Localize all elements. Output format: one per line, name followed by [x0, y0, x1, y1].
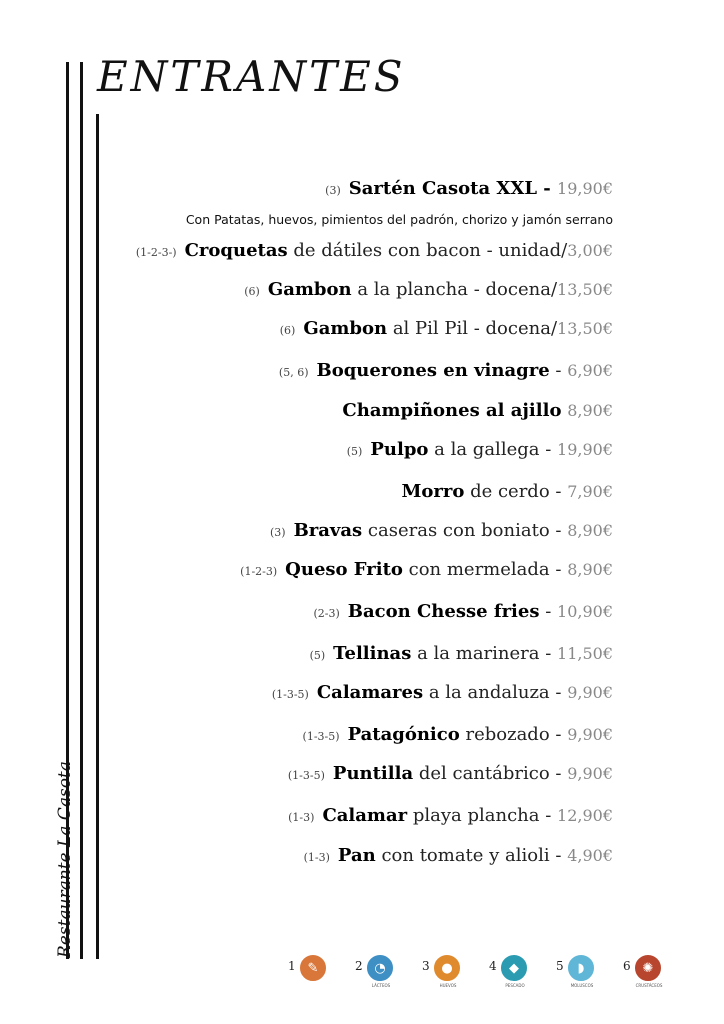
dish-name: Boquerones en vinagre — [316, 360, 550, 381]
dish-price: 10,90€ — [557, 602, 613, 621]
dish-description: Con Patatas, huevos, pimientos del padrón, chorizo y jamón serrano — [185, 212, 613, 227]
dish-name: Patagónico — [347, 724, 460, 745]
dish-description: al Pil Pil - docena/ — [387, 318, 558, 339]
allergen-label: PESCADO — [505, 983, 525, 988]
allergen-number: 4 — [489, 959, 497, 973]
menu-item — [240, 561, 613, 579]
dish-description: a la marinera - — [411, 643, 558, 664]
dish-description: de dátiles con bacon - unidad/ — [287, 240, 568, 261]
dish-price: 8,90€ — [567, 560, 613, 579]
menu-item — [279, 362, 613, 380]
dish-price: 13,50€ — [557, 280, 613, 299]
allergen-number: 3 — [422, 959, 430, 973]
dish-description: caseras con boniato - — [362, 520, 568, 541]
dish-name: Calamar — [322, 805, 408, 826]
menu-item — [342, 402, 613, 420]
menu-item — [272, 684, 613, 702]
dish-name: Queso Frito — [285, 559, 403, 580]
dish-price: 8,90€ — [567, 521, 613, 540]
dish-price: 8,90€ — [567, 401, 613, 420]
dish-description: - — [549, 360, 568, 381]
allergen-codes: (6) — [244, 285, 260, 298]
allergen-codes: (5) — [346, 445, 363, 458]
allergen-label: MOLUSCOS — [570, 983, 594, 988]
allergen-codes: (1-3) — [288, 811, 315, 824]
allergen-codes: (6) — [279, 324, 296, 337]
dish-description: rebozado - — [459, 724, 568, 745]
menu-item — [313, 603, 613, 621]
dish-name: Pan — [337, 845, 376, 866]
allergen-codes: (5) — [309, 649, 326, 662]
allergen-codes: (3) — [269, 526, 286, 539]
allergen-codes: (1-2-3-) — [135, 246, 177, 259]
dish-price: 11,50€ — [557, 644, 613, 663]
allergen-number: 5 — [556, 959, 564, 973]
page-title: ENTRANTES — [97, 52, 406, 101]
allergen-codes: (1-3) — [303, 851, 330, 864]
dish-description: con mermelada - — [402, 559, 568, 580]
left-rule-middle — [80, 62, 83, 959]
dish-description: de cerdo - — [464, 481, 568, 502]
dish-price: 9,90€ — [567, 725, 613, 744]
dish-name: Sartén Casota XXL — [348, 178, 537, 199]
menu-item — [244, 281, 613, 299]
dish-price: 7,90€ — [567, 482, 613, 501]
allergen-label: HUEVOS — [439, 983, 457, 988]
dish-separator: - — [537, 178, 558, 199]
allergen-number: 1 — [288, 959, 296, 973]
dish-description: con tomate y alioli - — [375, 845, 568, 866]
dish-name: Gambon — [267, 279, 352, 300]
dish-name: Puntilla — [332, 763, 414, 784]
menu-item — [347, 441, 613, 459]
dish-price: 12,90€ — [557, 806, 613, 825]
menu-item — [303, 726, 613, 744]
dish-price: 9,90€ — [567, 683, 613, 702]
dish-name: Gambon — [303, 318, 388, 339]
menu-item — [288, 807, 613, 825]
dish-price: 19,90€ — [557, 440, 613, 459]
dish-name: Morro — [401, 481, 465, 502]
allergen-legend — [288, 955, 668, 991]
menu-item — [270, 522, 613, 540]
dish-name: Tellinas — [333, 643, 412, 664]
menu-item — [310, 645, 613, 663]
left-rule-inner — [96, 114, 99, 959]
allergen-codes: (2-3) — [313, 607, 340, 620]
shellfish-icon: ◗ — [568, 955, 594, 981]
dish-price: 19,90€ — [557, 179, 613, 198]
dish-description: playa plancha - — [407, 805, 558, 826]
allergen-codes: (5, 6) — [278, 366, 309, 379]
menu-item-featured — [185, 178, 613, 227]
dish-name: Pulpo — [370, 439, 429, 460]
allergen-codes: (1-2-3) — [240, 565, 278, 578]
allergen-number: 6 — [623, 959, 631, 973]
wheat-icon: ✎ — [300, 955, 326, 981]
allergen-codes: (1-3-5) — [271, 688, 309, 701]
dish-price: 4,90€ — [567, 846, 613, 865]
allergen-label: LÁCTEOS — [371, 983, 391, 988]
allergen-number: 2 — [355, 959, 363, 973]
dish-description: a la andaluza - — [423, 682, 568, 703]
dish-description: a la plancha - docena/ — [351, 279, 558, 300]
dish-price: 9,90€ — [567, 764, 613, 783]
dish-name: Bacon Chesse fries — [347, 601, 540, 622]
allergen-codes: (3) — [325, 184, 341, 197]
allergen-codes: (1-3-5) — [302, 730, 340, 743]
dish-description: del cantábrico - — [413, 763, 568, 784]
dish-description: a la gallega - — [428, 439, 558, 460]
restaurant-name: Restaurante La Casota — [55, 761, 75, 958]
fish-icon: ◆ — [501, 955, 527, 981]
dish-name: Champiñones al ajillo — [342, 400, 562, 421]
menu-item — [280, 320, 613, 338]
menu-item — [136, 242, 613, 260]
milk-icon: ◔ — [367, 955, 393, 981]
dish-price: 3,00€ — [567, 241, 613, 260]
dish-price: 6,90€ — [567, 361, 613, 380]
dish-name: Bravas — [293, 520, 363, 541]
crustacean-icon: ✺ — [635, 955, 661, 981]
menu-item — [304, 847, 613, 865]
dish-name: Calamares — [316, 682, 424, 703]
dish-price: 13,50€ — [557, 319, 613, 338]
dish-name: Croquetas — [184, 240, 288, 261]
dish-description: - — [539, 601, 558, 622]
allergen-codes: (1-3-5) — [287, 769, 325, 782]
allergen-label: CRUSTÁCEOS — [635, 983, 663, 988]
menu-item — [401, 483, 613, 501]
menu-item — [288, 765, 613, 783]
egg-icon: ● — [434, 955, 460, 981]
